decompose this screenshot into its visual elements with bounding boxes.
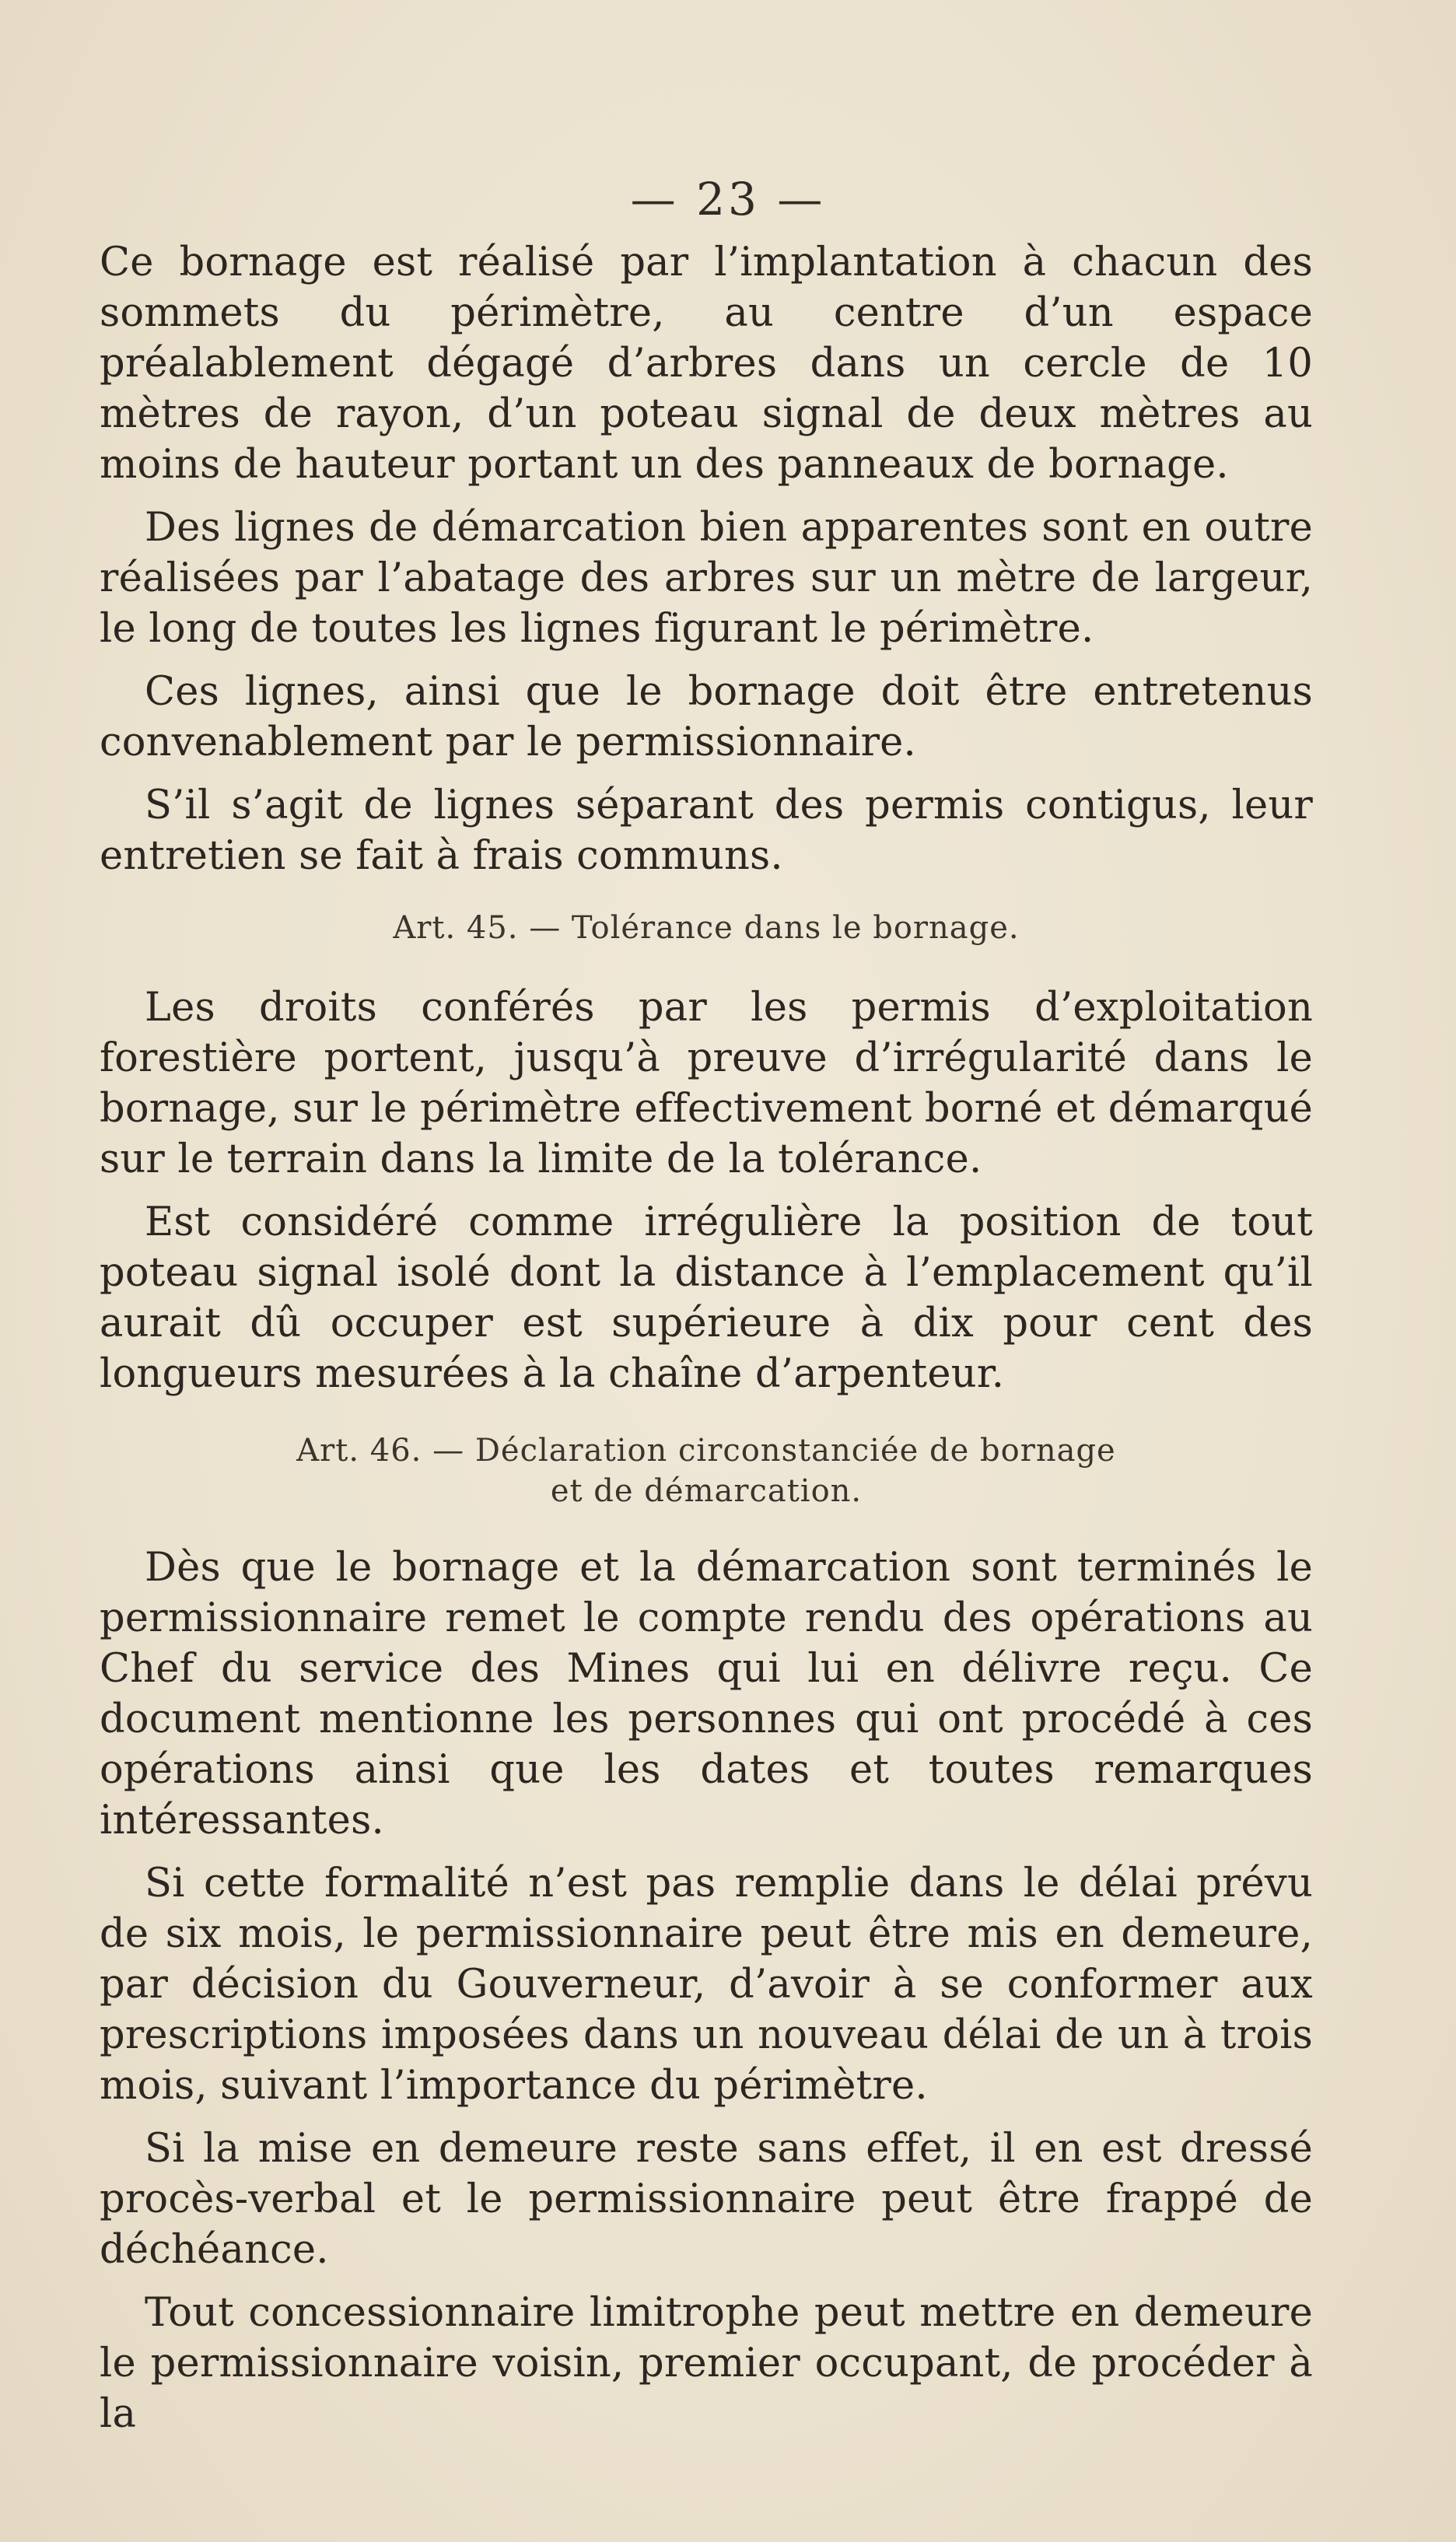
paragraph-lignes-demarcation: Des lignes de démarcation bien apparentes sont en outre réalisées par l’abatage des arbres sur un mètre de largeur, le long de toutes les lignes figurant le périmètre. bbox=[100, 505, 1313, 652]
article-46-heading-line1: Art. 46. — Déclaration circonstanciée de bornage bbox=[296, 1433, 1116, 1469]
paragraph-compte-rendu: Dès que le bornage et la démarcation sont terminés le permissionnaire remet le compte rendu des opérations au Chef du service des Mines qui lui en délivre reçu. Ce document mentionne les personnes qui ont procédé à ces opérations ainsi que les dates et toutes remarques intéressantes. bbox=[100, 1545, 1313, 1843]
paragraph-entretien-lignes: Ces lignes, ainsi que le bornage doit être entretenus convenablement par le permissionnaire. bbox=[100, 669, 1313, 765]
paragraph-droits-conferes: Les droits conférés par les permis d’exploitation forestière portent, jusqu’à preuve d’irrégularité dans le bornage, sur le périmètre effectivement borné et démarqué sur le terrain dans la limite de la tolérance. bbox=[100, 985, 1313, 1182]
paragraph-mise-en-demeure: Si cette formalité n’est pas remplie dans le délai prévu de six mois, le permissionnaire peut être mis en demeure, par décision du Gouverneur, d’avoir à se conformer aux prescriptions imposées dans un nouveau délai de un à trois mois, suivant l’importance du périmètre. bbox=[100, 1861, 1313, 2109]
paragraph-bornage-realisation: Ce bornage est réalisé par l’implantation à chacun des sommets du périmètre, au centre d’un espace préalablement dégagé d’arbres dans un cercle de 10 mètres de rayon, d’un poteau signal de deux mètres au moins de hauteur portant un des panneaux de bornage. bbox=[100, 240, 1313, 488]
paragraph-poteau-irregulier: Est considéré comme irrégulière la position de tout poteau signal isolé dont la distance à l’emplacement qu’il aurait dû occuper est supérieure à dix pour cent des longueurs mesurées à la chaîne d’arpenteur. bbox=[100, 1199, 1313, 1397]
page-body bbox=[100, 237, 1313, 2452]
paragraph-permis-contigus: S’il s’agit de lignes séparant des permis contigus, leur entretien se fait à frais communs. bbox=[100, 783, 1313, 879]
paragraph-concessionnaire-limitrophe: Tout concessionnaire limitrophe peut mettre en demeure le permissionnaire voisin, premier occupant, de procéder à la bbox=[100, 2290, 1313, 2437]
article-46-heading-line2: et de démarcation. bbox=[550, 1473, 863, 1509]
page-number: — 23 — bbox=[630, 173, 826, 226]
paragraph-proces-verbal: Si la mise en demeure reste sans effet, il en est dressé procès-verbal et le permissionnaire peut être frappé de déchéance. bbox=[100, 2126, 1313, 2273]
article-46-heading bbox=[100, 1430, 1313, 1511]
article-45-heading: Art. 45. — Tolérance dans le bornage. bbox=[393, 910, 1020, 946]
